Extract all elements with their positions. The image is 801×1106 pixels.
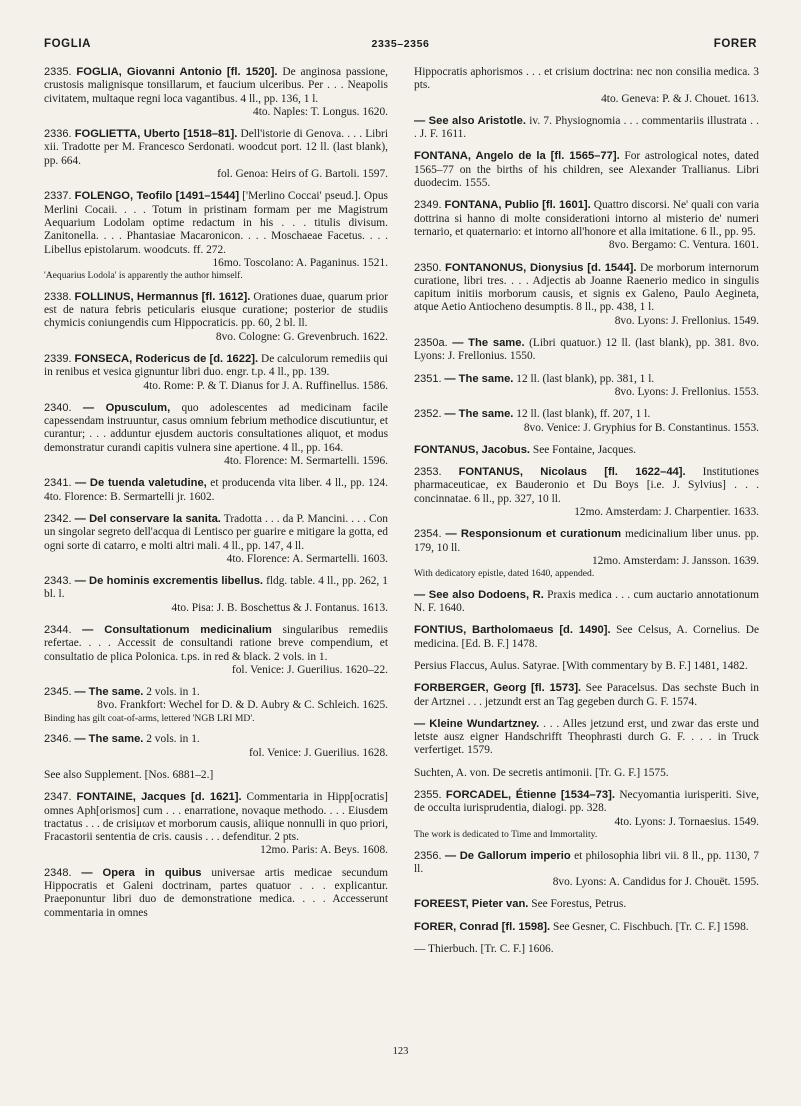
entry-number: 2348.	[44, 866, 72, 879]
entry-imprint: 4to. Naples: T. Longus. 1620.	[253, 105, 388, 118]
catalogue-entry	[44, 402, 388, 468]
entry-body: singularibus remediis refertae. . . . Accessit de consultandi ratione breve compendium, et consultatio de plica Polonica. t.ps. in red & black. 2 vols. in 1.	[44, 623, 388, 663]
entry-heading: FOREEST, Pieter van.	[414, 898, 529, 911]
entry-heading: — De tuenda valetudine,	[75, 477, 207, 490]
entry-text	[44, 353, 388, 380]
entry-heading: FORBERGER, Georg [fl. 1573].	[414, 682, 582, 695]
entry-text	[414, 466, 759, 506]
entry-body: . . . Alles jetzund erst, und zwar das erste und letste ausz eigner Handschrifft Theophrasti durch G. F. . . . in Truck verfertiget. 1579.	[414, 717, 759, 757]
entry-body: iv. 7. Physiognomia . . . commentariis illustrata . . . J. F. 1611.	[414, 114, 760, 141]
right-column	[414, 66, 759, 965]
header-right: FORER	[713, 38, 757, 50]
catalogue-entry	[44, 791, 388, 857]
entry-text	[44, 769, 388, 782]
entry-text	[414, 850, 759, 877]
entry-body: 12 ll. (last blank), pp. 381, 1 l.	[516, 372, 655, 385]
entry-body: Orationes duae, quarum prior est de natura febris peticularis eiusque curatione; posterior de studiis chymicis coniungendis cum Hippocraticis. pp. 60, 2 bl. ll.	[44, 290, 388, 330]
entry-heading: — De hominis excrementis libellus.	[74, 575, 264, 588]
entry-body: See Forestus, Petrus.	[531, 898, 627, 911]
entry-text	[44, 291, 388, 331]
entry-body: — Thierbuch. [Tr. C. F.] 1606.	[414, 943, 554, 956]
left-column	[44, 66, 388, 929]
entry-text	[44, 733, 388, 746]
entry-text	[414, 262, 759, 315]
catalogue-entry	[414, 444, 759, 457]
entry-text	[414, 373, 759, 386]
catalogue-entry	[414, 466, 759, 519]
catalogue-entry	[414, 408, 759, 435]
entry-imprint: 8vo. Venice: J. Gryphius for B. Constantinus. 1553.	[523, 421, 759, 434]
entry-number: 2335.	[44, 66, 72, 78]
entry-text	[44, 575, 388, 602]
entry-body: Persius Flaccus, Aulus. Satyrae. [With commentary by B. F.] 1481, 1482.	[414, 659, 748, 672]
entry-body: Necyomantia iurisperiti. Sive, de occulta iurisprudentia, dialogi. pp. 328.	[414, 789, 759, 815]
entry-body: For astrological notes, dated 1565–77 on the births of his children, see Alexander Trallianus. Libri duodecim. 1555.	[414, 150, 759, 190]
entry-number: 2340.	[44, 401, 72, 414]
entry-imprint: 8vo. Lyons: J. Frellonius. 1549.	[614, 314, 759, 327]
catalogue-entry	[414, 66, 759, 106]
entry-text	[44, 477, 388, 504]
catalogue-entry	[414, 789, 759, 840]
entry-text	[44, 867, 388, 920]
entry-note: Binding has gilt coat-of-arms, lettered 'NGB LRI MD'.	[44, 712, 255, 724]
entry-body: fldg. table. 4 ll., pp. 262, 1 bl. l.	[44, 575, 388, 601]
entry-body: De calculorum remediis qui in renibus et vesica gignuntur libri duo. engr. t.p. 4 ll., pp. 139.	[44, 352, 388, 379]
entry-text	[414, 767, 759, 780]
catalogue-entry	[414, 624, 759, 651]
entry-heading: — Consultationum medicinalium	[82, 623, 272, 636]
entry-body: Tradotta . . . da P. Mancini. . . . Con un singolar segreto dell'acqua di Lentisco per guarire e mitigare la gotta, ed ogni sorte di catarro, e molti altri mali. 4 ll., pp. 147, 4 ll.	[44, 512, 388, 552]
entry-imprint: fol. Venice: J. Guerilius. 1628.	[249, 746, 388, 759]
entry-heading: FONTAINE, Jacques [d. 1621].	[76, 791, 242, 804]
entry-number: 2353.	[414, 466, 442, 479]
entry-number: 2338.	[44, 290, 72, 303]
entry-text	[414, 624, 759, 651]
entry-text	[414, 589, 759, 616]
entry-heading: — The same.	[74, 733, 144, 746]
entry-text	[44, 686, 388, 699]
entry-text	[44, 128, 388, 168]
entry-text	[44, 791, 388, 844]
running-header	[44, 38, 757, 56]
entry-body: ['Merlino Coccai' pseud.]. Opus Merlini Cocaii. . . . Totum in pristinam formam per me Magistrum Aequarium Lodolam optime redactum in his . . . titulis divisum. Zanitonella. . . . Phantasiae Macaronicon. . . . Moschaeae Facetus. . . . Libellus epistolarum. woodcuts. ff. 272.	[44, 190, 388, 256]
entry-number: 2351.	[414, 372, 442, 385]
entry-body: See Celsus, A. Cornelius. De medicina. [Ed. B. F.] 1478.	[414, 624, 759, 650]
entry-imprint: 8vo. Frankfort: Wechel for D. & D. Aubry & C. Schleich. 1625.	[97, 699, 388, 712]
catalogue-entry	[44, 66, 388, 119]
entry-number: 2352.	[414, 408, 442, 421]
entry-imprint: 4to. Pisa: J. B. Boschettus & J. Fontanus. 1613.	[171, 601, 388, 614]
entry-heading: FORCADEL, Étienne [1534–73].	[445, 789, 615, 802]
catalogue-entry	[44, 867, 388, 920]
entry-text	[44, 513, 388, 553]
catalogue-entry	[414, 682, 759, 709]
entry-heading: — Opera in quibus	[81, 866, 202, 879]
entry-body: 2 vols. in 1.	[146, 733, 200, 746]
entry-body: 2 vols. in 1.	[146, 686, 200, 699]
entry-body: et philosophia libri vii. 8 ll., pp. 1130, 7 ll.	[414, 849, 759, 875]
catalogue-entry	[414, 898, 759, 911]
catalogue-entry	[44, 513, 388, 566]
entry-number: 2346.	[44, 733, 72, 746]
entry-body: See Fontaine, Jacques.	[532, 443, 637, 456]
entry-number: 2347.	[44, 791, 72, 804]
entry-number: 2343.	[44, 575, 72, 588]
entry-body: Commentaria in Hipp[ocratis] omnes Aph[orismos] cum . . . enarratione, novaque methodo. . . . Eiusdem tractatus . . . de crisiμων et morborum causis, aliique nonnulli in quo priori, Fracastorii sententia de cris. causis . . . defenditur. 2 pts.	[44, 791, 388, 844]
catalogue-entry	[414, 262, 759, 328]
entry-number: 2345.	[44, 686, 72, 699]
entry-text	[414, 115, 759, 142]
entry-number: 2341.	[44, 477, 72, 490]
entry-imprint: 12mo. Paris: A. Beys. 1608.	[260, 844, 388, 857]
catalogue-entry	[44, 686, 388, 724]
catalogue-entry	[414, 528, 759, 579]
entry-imprint: 4to. Florence: A. Sermartelli. 1603.	[226, 552, 388, 565]
entry-heading: — Responsionum et curationum	[445, 528, 622, 541]
catalogue-entry	[414, 921, 759, 934]
entry-heading: FOGLIETTA, Uberto [1518–81].	[74, 128, 238, 141]
catalogue-entry	[44, 190, 388, 281]
entry-body: (Libri quatuor.) 12 ll. (last blank), pp. 381. 8vo. Lyons: J. Frellonius. 1550.	[414, 337, 760, 363]
entry-heading: FONTANUS, Jacobus.	[414, 443, 531, 456]
entry-body: See Paracelsus. Das sechste Buch in der Artznei . . . jetzundt erst an Tag gegeben durch G. F. 1574.	[414, 682, 759, 708]
entry-number: 2354.	[414, 528, 442, 541]
header-left: FOGLIA	[44, 38, 92, 50]
entry-body: Praxis medica . . . cum auctario annotationum N. F. 1640.	[414, 588, 759, 615]
catalogue-entry	[414, 150, 759, 190]
entry-body: Institutiones pharmaceuticae, ex Bauderonio et Du Boys [i.e. J. Sylvius] . . . concinnatae. 6 ll., pp. 327, 10 ll.	[414, 466, 759, 505]
entry-number: 2339.	[44, 352, 72, 365]
catalogue-entry	[414, 718, 759, 758]
entry-number: 2350a.	[414, 337, 448, 350]
entry-text	[414, 921, 759, 934]
entry-imprint: 8vo. Lyons: J. Frellonius. 1553.	[614, 385, 759, 398]
entry-imprint: 4to. Rome: P. & T. Dianus for J. A. Ruffinellus. 1586.	[143, 379, 388, 392]
entry-heading: — Del conservare la sanita.	[74, 512, 221, 525]
entry-body: quo adolescentes ad medicinam facile capessendam instruuntur, casus omnium febrium methodice discutiuntur, et curantur; . . . adduntur ejusdem auctoris consultationes aliquot, et modus demonstratur curandi capitis vulnera sine apertione. 4 ll., pp. 164.	[44, 401, 388, 454]
entry-text	[414, 337, 759, 364]
entry-text	[44, 190, 388, 256]
entry-text	[414, 150, 759, 190]
catalogue-entry	[44, 769, 388, 782]
entry-heading: FOGLIA, Giovanni Antonio [fl. 1520].	[76, 66, 278, 78]
entry-heading: — The same.	[444, 408, 514, 421]
catalogue-entry	[414, 589, 759, 616]
entry-body: De morborum internorum curatione, libri tres. . . . Adjectis ab Joanne Raenerio medico in singulis capitum initiis morborum causis, et signis ex Galeno, Paulo Aegineta, atque Aetio Antiocheno desumptis. 8 ll., pp. 438, 1 l.	[414, 261, 759, 314]
entry-imprint: 8vo. Bergamo: C. Ventura. 1601.	[608, 239, 759, 252]
entry-text	[414, 199, 759, 239]
entry-imprint: 8vo. Cologne: G. Grevenbruch. 1622.	[215, 330, 388, 343]
entry-number: 2349.	[414, 199, 442, 212]
catalogue-entry	[414, 943, 759, 956]
catalogue-entry	[414, 850, 759, 890]
entry-text	[414, 943, 759, 956]
catalogue-entry	[44, 353, 388, 393]
entry-heading: FONSECA, Rodericus de [d. 1622].	[74, 352, 259, 365]
entry-text	[414, 898, 759, 911]
entry-imprint: 4to. Lyons: J. Tornaesius. 1549.	[614, 815, 759, 828]
entry-text	[44, 624, 388, 664]
entry-body: medicinalium liber unus. pp. 179, 10 ll.	[414, 528, 759, 554]
entry-body: Hippocratis aphorismos . . . et crisium doctrina: nec non consilia medica. 3 pts.	[414, 66, 759, 92]
entry-imprint: 12mo. Amsterdam: J. Jansson. 1639.	[591, 554, 759, 567]
catalogue-entry	[414, 660, 759, 673]
catalogue-entry	[44, 624, 388, 677]
header-center: 2335–2356	[371, 38, 430, 50]
entry-heading: — See also Aristotle.	[414, 114, 526, 127]
entry-imprint: 4to. Florence: M. Sermartelli. 1596.	[224, 455, 388, 468]
entry-text	[414, 718, 759, 758]
entry-number: 2356.	[414, 849, 442, 862]
entry-heading: FONTIUS, Bartholomaeus [d. 1490].	[414, 624, 611, 637]
catalogue-entry	[44, 477, 388, 504]
entry-body: universae artis medicae secundum Hippocratis et Galeni doctrinam, partes quatuor . . . explicantur. Praeponuntur libri duo de demonstratione medica. . . . Accesserunt commentaria in omnes	[44, 866, 388, 919]
page-number: 123	[392, 1046, 409, 1057]
entry-text	[414, 444, 759, 457]
entry-heading: FOLENGO, Teofilo [1491–1544]	[74, 190, 240, 203]
entry-heading: — The same.	[444, 372, 514, 385]
entry-body: Dell'istorie di Genova. . . . Libri xii. Tradotte per M. Francesco Serdonati. woodcut port. 12 ll. (last blank), pp. 664.	[44, 128, 388, 167]
entry-number: 2342.	[44, 512, 72, 525]
entry-number: 2355.	[414, 789, 442, 802]
entry-text	[414, 528, 759, 555]
entry-note: With dedicatory epistle, dated 1640, appended.	[414, 568, 595, 580]
entry-text	[44, 66, 388, 106]
entry-imprint: fol. Genoa: Heirs of G. Bartoli. 1597.	[217, 168, 388, 181]
entry-body: Quattro discorsi. Ne' quali con varia dottrina si hanno di molte considerationi intorno al misterio de' numeri ternario, et quaternario: et intorno all'honore et alla imitatione. 6 ll., pp. 95.	[414, 199, 759, 238]
catalogue-entry	[414, 373, 759, 400]
entry-text	[44, 402, 388, 455]
catalogue-entry	[44, 291, 388, 344]
catalogue-entry	[414, 767, 759, 780]
entry-note: The work is dedicated to Time and Immortality.	[414, 828, 598, 840]
entry-heading: FONTANUS, Nicolaus [fl. 1622–44].	[458, 466, 686, 479]
entry-imprint: 8vo. Lyons: A. Candidus for J. Chouët. 1595.	[552, 876, 759, 889]
catalogue-entry	[414, 199, 759, 252]
entry-imprint: 16mo. Toscolano: A. Paganinus. 1521.	[212, 256, 388, 269]
entry-body: Suchten, A. von. De secretis antimonii. [Tr. G. F.] 1575.	[414, 766, 669, 779]
entry-heading: FORER, Conrad [fl. 1598].	[414, 920, 551, 933]
entry-number: 2336.	[44, 128, 72, 141]
entry-text	[414, 682, 759, 709]
entry-text	[414, 408, 759, 421]
entry-number: 2337.	[44, 190, 72, 203]
entry-imprint: 12mo. Amsterdam: J. Charpentier. 1633.	[574, 506, 759, 519]
entry-heading: FONTANA, Angelo de la [fl. 1565–77].	[414, 150, 620, 163]
entry-body: De anginosa passione, crustosis malignisque tonsillarum, et faucium ulceribus. Per . . . Neapolis civitatem, multaque regni loca vagantibus. 4 ll., pp. 136, 1 l.	[44, 66, 388, 105]
entry-heading: FOLLINUS, Hermannus [fl. 1612].	[74, 290, 251, 303]
entry-text	[414, 660, 759, 673]
catalogue-entry	[44, 128, 388, 181]
catalogue-entry	[414, 115, 759, 142]
entry-body: See Gesner, C. Fischbuch. [Tr. C. F.] 1598.	[553, 920, 749, 933]
entry-heading: — De Gallorum imperio	[444, 849, 571, 862]
entry-imprint: 4to. Geneva: P. & J. Chouet. 1613.	[601, 92, 759, 105]
catalogue-entry	[414, 337, 759, 364]
catalogue-entry	[44, 733, 388, 760]
entry-imprint: fol. Venice: J. Guerilius. 1620–22.	[231, 663, 388, 676]
entry-heading: — The same.	[452, 337, 525, 350]
entry-heading: — See also Dodoens, R.	[414, 588, 544, 601]
entry-text	[414, 66, 759, 93]
entry-body: 12 ll. (last blank), ff. 207, 1 l.	[516, 408, 651, 421]
entry-text	[414, 789, 759, 816]
entry-number: 2350.	[414, 261, 442, 274]
entry-heading: FONTANONUS, Dionysius [d. 1544].	[445, 261, 637, 274]
catalogue-entry	[44, 575, 388, 615]
entry-heading: — Opusculum,	[82, 401, 171, 414]
entry-number: 2344.	[44, 623, 72, 636]
entry-heading: — Kleine Wundartzney.	[414, 717, 540, 730]
entry-body: See also Supplement. [Nos. 6881–2.]	[44, 768, 214, 781]
entry-note: 'Aequarius Lodola' is apparently the author himself.	[44, 270, 243, 282]
entry-heading: — The same.	[74, 686, 144, 699]
entry-body: et producenda vita liber. 4 ll., pp. 124. 4to. Florence: B. Sermartelli jr. 1602.	[44, 477, 388, 503]
entry-heading: FONTANA, Publio [fl. 1601].	[444, 199, 591, 212]
